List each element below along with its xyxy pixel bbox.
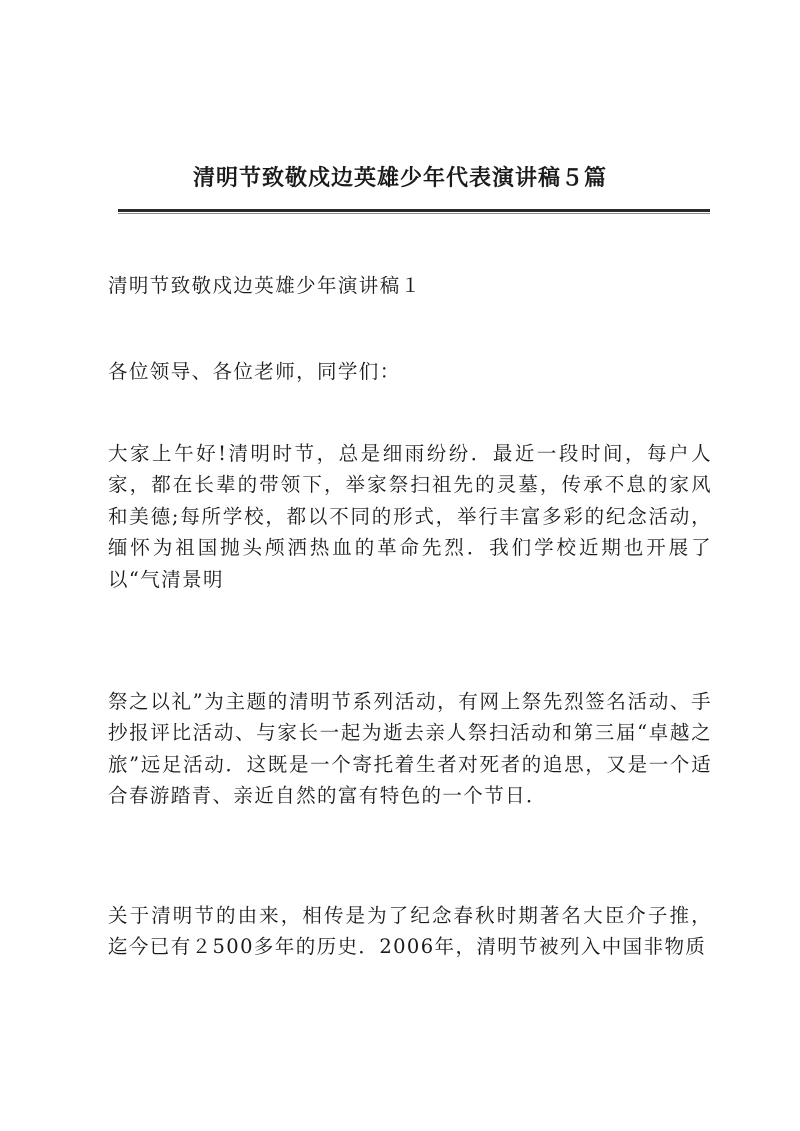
document-title: 清明节致敬戍边英雄少年代表演讲稿５篇 [192, 165, 607, 191]
paragraph-3: 关于清明节的由来，相传是为了纪念春秋时期著名大臣介子推，迄今已有２500多年的历史．2006年，清明节被列入中国非物质 [108, 904, 712, 959]
salutation: 各位领导、各位老师，同学们： [108, 360, 401, 383]
paragraph-1: 大家上午好!清明时节，总是细雨纷纷．最近一段时间，每户人家，都在长辈的带领下，举家祭扫祖先的灵墓，传承不息的家风和美德;每所学校，都以不同的形式，举行丰富多彩的纪念活动，缅怀为祖国抛头颅洒热血的革命先烈．我们学校近期也开展了以“气清景明 [108, 442, 712, 591]
paragraph-2: 祭之以礼”为主题的清明节系列活动，有网上祭先烈签名活动、手抄报评比活动、与家长一起为逝去亲人祭扫活动和第三届“卓越之旅”远足活动．这既是一个寄托着生者对死者的追思，又是一个适合春游踏青、亲近自然的富有特色的一个节日． [108, 690, 712, 808]
section-heading: 清明节致敬戍边英雄少年演讲稿１ [108, 274, 422, 297]
title-divider-thick [118, 209, 710, 212]
title-divider-thin [118, 213, 710, 214]
